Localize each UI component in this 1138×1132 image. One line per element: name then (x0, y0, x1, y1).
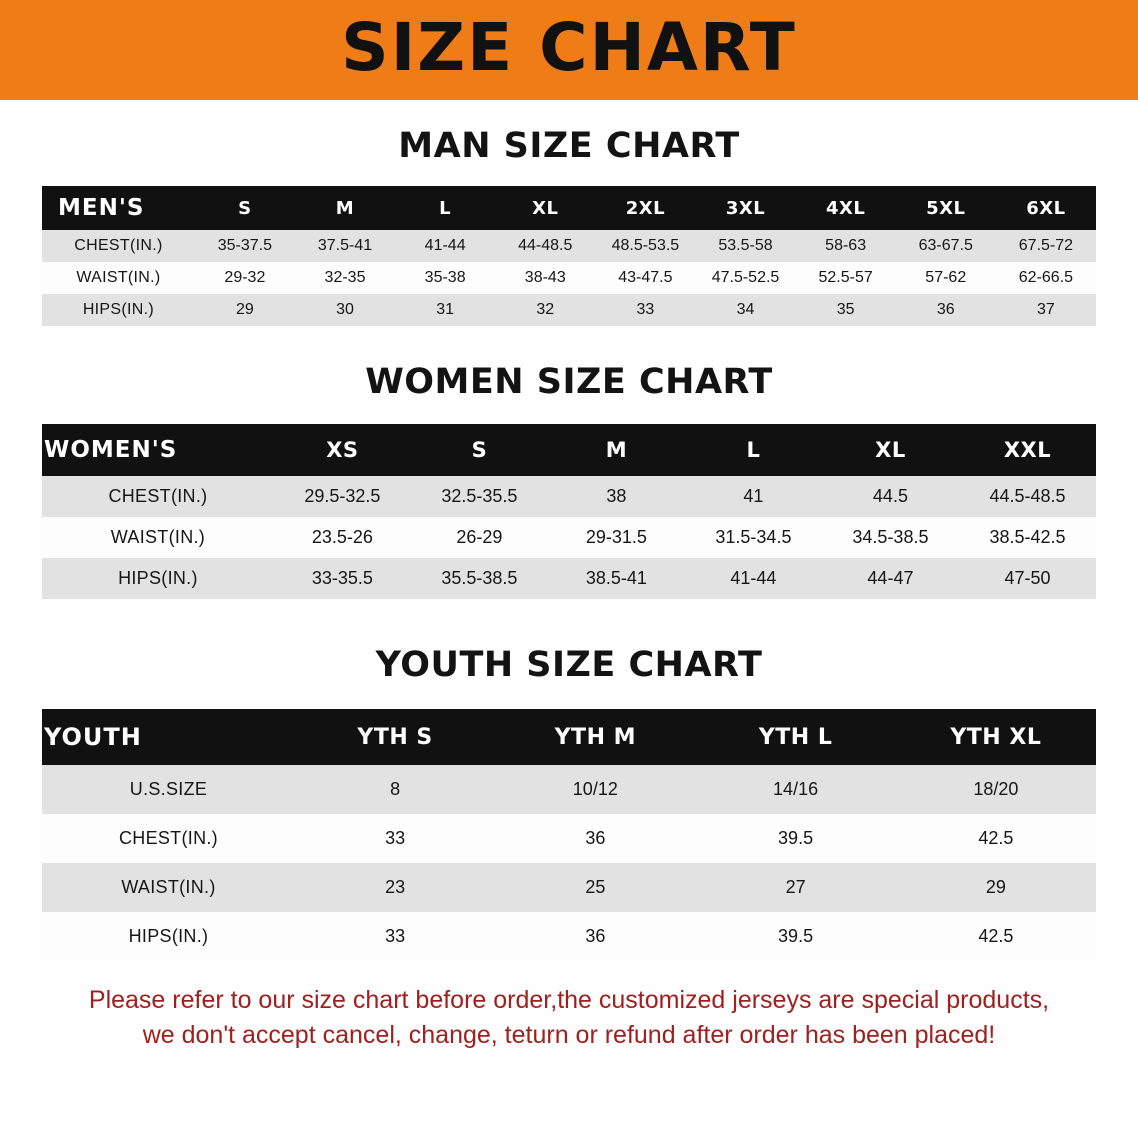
table-cell: 29-31.5 (548, 517, 685, 558)
table-cell: 33-35.5 (274, 558, 411, 599)
table-cell: 41-44 (395, 230, 495, 262)
table-cell: 36 (896, 294, 996, 326)
table-cell: 23.5-26 (274, 517, 411, 558)
table-cell: 44.5 (822, 476, 959, 517)
table-header-row (42, 709, 1096, 765)
youth-section-title: YOUTH SIZE CHART (375, 645, 763, 685)
column-header: 3XL (695, 186, 795, 230)
man-table-body (42, 230, 1096, 326)
women-size-table (42, 424, 1096, 599)
row-header: HIPS(IN.) (42, 294, 195, 326)
youth-size-table (42, 709, 1096, 961)
table-cell: 38.5-42.5 (959, 517, 1096, 558)
table-cell: 44-48.5 (495, 230, 595, 262)
disclaimer-line-1: Please refer to our size chart before order,the customized jerseys are special products, (88, 986, 1050, 1014)
column-header: YTH M (495, 709, 695, 765)
man-size-table (42, 186, 1096, 326)
table-row (42, 863, 1096, 912)
table-cell: 37 (996, 294, 1096, 326)
column-header: 6XL (996, 186, 1096, 230)
table-cell: 41 (685, 476, 822, 517)
row-header: U.S.SIZE (42, 765, 295, 814)
table-cell: 34 (695, 294, 795, 326)
row-header: WAIST(IN.) (42, 262, 195, 294)
table-cell: 44.5-48.5 (959, 476, 1096, 517)
row-header: HIPS(IN.) (42, 558, 274, 599)
table-cell: 37.5-41 (295, 230, 395, 262)
table-cell: 35-37.5 (195, 230, 295, 262)
table-cell: 31.5-34.5 (685, 517, 822, 558)
page-title: SIZE CHART (341, 9, 797, 86)
table-row (42, 230, 1096, 262)
row-header: CHEST(IN.) (42, 476, 274, 517)
table-cell: 31 (395, 294, 495, 326)
row-header: WAIST(IN.) (42, 517, 274, 558)
table-row (42, 558, 1096, 599)
table-cell: 30 (295, 294, 395, 326)
youth-table-body (42, 765, 1096, 961)
table-cell: 35 (796, 294, 896, 326)
table-cell: 8 (295, 765, 495, 814)
youth-table-wrap (0, 709, 1138, 961)
table-cell: 32 (495, 294, 595, 326)
column-header: YTH XL (896, 709, 1096, 765)
table-cell: 33 (295, 814, 495, 863)
table-cell: 44-47 (822, 558, 959, 599)
table-cell: 29 (195, 294, 295, 326)
column-header: M (548, 424, 685, 476)
table-cell: 35-38 (395, 262, 495, 294)
column-header: YOUTH (42, 709, 295, 765)
column-header: MEN'S (42, 186, 195, 230)
table-row (42, 517, 1096, 558)
table-cell: 38 (548, 476, 685, 517)
column-header: M (295, 186, 395, 230)
table-cell: 62-66.5 (996, 262, 1096, 294)
table-cell: 42.5 (896, 814, 1096, 863)
table-cell: 58-63 (796, 230, 896, 262)
table-cell: 52.5-57 (796, 262, 896, 294)
column-header: XXL (959, 424, 1096, 476)
row-header: CHEST(IN.) (42, 814, 295, 863)
table-row (42, 294, 1096, 326)
table-cell: 43-47.5 (595, 262, 695, 294)
table-cell: 33 (295, 912, 495, 961)
table-cell: 53.5-58 (695, 230, 795, 262)
table-row (42, 814, 1096, 863)
table-header-row (42, 186, 1096, 230)
table-cell: 67.5-72 (996, 230, 1096, 262)
man-section-title: MAN SIZE CHART (398, 126, 740, 166)
table-cell: 41-44 (685, 558, 822, 599)
women-table-body (42, 476, 1096, 599)
table-cell: 27 (695, 863, 895, 912)
column-header: S (195, 186, 295, 230)
table-cell: 32.5-35.5 (411, 476, 548, 517)
table-cell: 34.5-38.5 (822, 517, 959, 558)
table-cell: 33 (595, 294, 695, 326)
table-row (42, 912, 1096, 961)
table-row (42, 476, 1096, 517)
table-cell: 14/16 (695, 765, 895, 814)
row-header: CHEST(IN.) (42, 230, 195, 262)
disclaimer-note (40, 983, 1098, 1052)
man-table-wrap (0, 186, 1138, 326)
table-cell: 48.5-53.5 (595, 230, 695, 262)
table-cell: 23 (295, 863, 495, 912)
table-cell: 57-62 (896, 262, 996, 294)
column-header: L (685, 424, 822, 476)
table-cell: 35.5-38.5 (411, 558, 548, 599)
table-cell: 42.5 (896, 912, 1096, 961)
table-cell: 36 (495, 912, 695, 961)
table-cell: 32-35 (295, 262, 395, 294)
table-row (42, 765, 1096, 814)
table-cell: 47-50 (959, 558, 1096, 599)
disclaimer-line-2: we don't accept cancel, change, teturn or refund after order has been placed! (142, 1020, 996, 1049)
table-cell: 63-67.5 (896, 230, 996, 262)
table-row (42, 262, 1096, 294)
table-cell: 26-29 (411, 517, 548, 558)
row-header: HIPS(IN.) (42, 912, 295, 961)
column-header: XS (274, 424, 411, 476)
column-header: YTH L (695, 709, 895, 765)
row-header: WAIST(IN.) (42, 863, 295, 912)
column-header: S (411, 424, 548, 476)
column-header: 5XL (896, 186, 996, 230)
table-cell: 39.5 (695, 912, 895, 961)
table-cell: 25 (495, 863, 695, 912)
column-header: L (395, 186, 495, 230)
column-header: XL (495, 186, 595, 230)
table-cell: 38.5-41 (548, 558, 685, 599)
table-cell: 29.5-32.5 (274, 476, 411, 517)
column-header: XL (822, 424, 959, 476)
table-cell: 36 (495, 814, 695, 863)
table-cell: 47.5-52.5 (695, 262, 795, 294)
table-cell: 29-32 (195, 262, 295, 294)
table-cell: 29 (896, 863, 1096, 912)
column-header: 2XL (595, 186, 695, 230)
column-header: YTH S (295, 709, 495, 765)
table-cell: 18/20 (896, 765, 1096, 814)
column-header: 4XL (796, 186, 896, 230)
women-table-wrap (0, 424, 1138, 599)
table-header-row (42, 424, 1096, 476)
column-header: WOMEN'S (42, 424, 274, 476)
table-cell: 39.5 (695, 814, 895, 863)
women-section-title: WOMEN SIZE CHART (365, 362, 773, 402)
table-cell: 10/12 (495, 765, 695, 814)
table-cell: 38-43 (495, 262, 595, 294)
banner (0, 0, 1138, 100)
